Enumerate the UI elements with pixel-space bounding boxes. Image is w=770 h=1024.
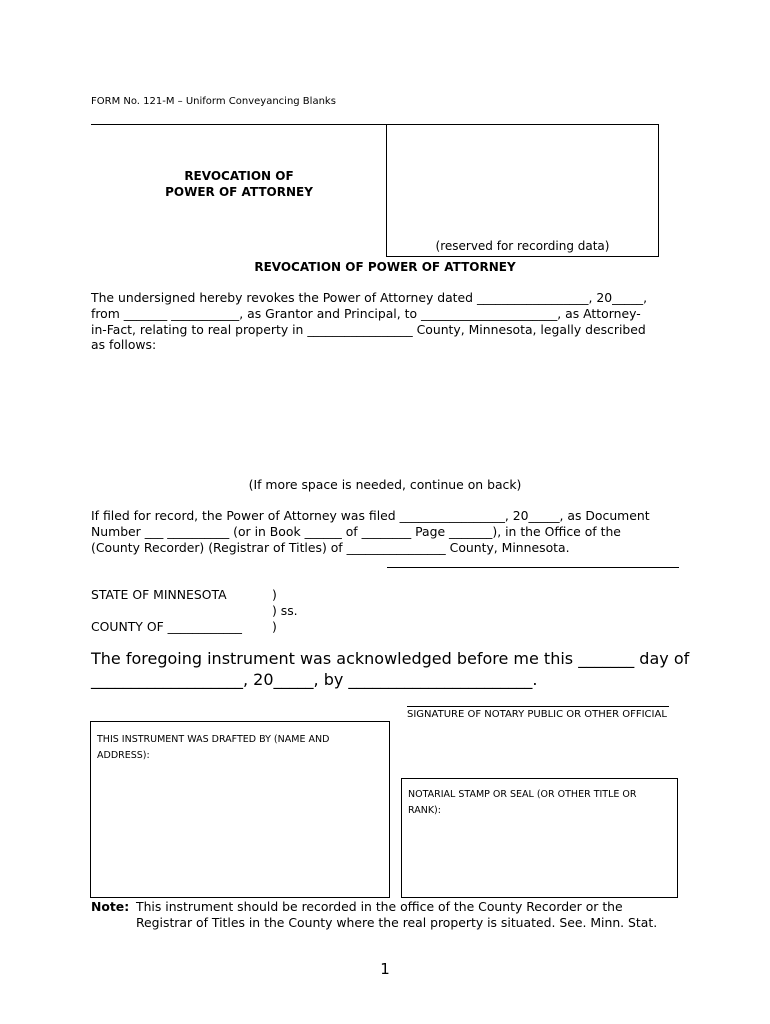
note-label: Note: [91, 899, 130, 914]
venue-state: STATE OF MINNESOTA [91, 587, 227, 602]
note-text [136, 899, 696, 931]
page-number: 1 [380, 960, 390, 978]
drafted-by-box [90, 721, 390, 898]
paragraph-line: (County Recorder) (Registrar of Titles) of ________________ County, Minnesota. [91, 539, 570, 555]
revocation-paragraph [91, 290, 684, 353]
acknowledgment-text [91, 648, 691, 690]
venue-ss: ) ss. [272, 603, 298, 618]
drafted-by-label: THIS INSTRUMENT WAS DRAFTED BY (NAME AND [97, 734, 330, 745]
acknowledgment-line: The foregoing instrument was acknowledged before me this _______ day of [91, 649, 690, 668]
paragraph-line: Number ___ __________ (or in Book ______ of ________ Page _______), in the Office of the [91, 523, 621, 539]
more-space-note: (If more space is needed, continue on back) [248, 477, 522, 492]
acknowledgment-line: ___________________, 20_____, by _______________________. [91, 670, 538, 689]
filing-paragraph [91, 508, 684, 555]
stamp-label: NOTARIAL STAMP OR SEAL (OR OTHER TITLE OR [408, 789, 637, 800]
header-divider [91, 124, 387, 125]
notary-signature-line [407, 706, 669, 707]
paragraph-line: If filed for record, the Power of Attorney was filed _________________, 20_____, as Document [91, 508, 650, 523]
stamp-label: RANK): [408, 805, 441, 816]
venue-paren: ) [272, 587, 277, 602]
venue-paren: ) [272, 619, 277, 634]
paragraph-line: in-Fact, relating to real property in _________________ County, Minnesota, legally described [91, 321, 646, 337]
paragraph-line: The undersigned hereby revokes the Power of Attorney dated __________________, 20_____, [91, 290, 648, 305]
notarial-stamp-box [401, 778, 678, 898]
title-line-2: POWER OF ATTORNEY [165, 185, 313, 199]
recording-data-label: (reserved for recording data) [435, 239, 610, 253]
notary-signature-label: SIGNATURE OF NOTARY PUBLIC OR OTHER OFFICIAL [407, 709, 667, 720]
venue-county: COUNTY OF ____________ [91, 619, 242, 634]
note-line: Registrar of Titles in the County where the real property is situated. See. Minn. Stat. [136, 914, 658, 930]
principal-signature-line [387, 567, 679, 568]
drafted-by-label: ADDRESS): [97, 750, 150, 761]
form-number: FORM No. 121-M – Uniform Conveyancing Blanks [91, 96, 336, 107]
paragraph-line: from _______ ___________, as Grantor and Principal, to ______________________, as Attorney- [91, 305, 641, 321]
recording-data-box [386, 124, 659, 257]
main-title: REVOCATION OF POWER OF ATTORNEY [254, 260, 516, 274]
note-line: This instrument should be recorded in the office of the County Recorder or the [136, 899, 623, 914]
paragraph-line: as follows: [91, 337, 157, 353]
title-line-1: REVOCATION OF [184, 169, 294, 183]
document-title-block [91, 168, 387, 200]
